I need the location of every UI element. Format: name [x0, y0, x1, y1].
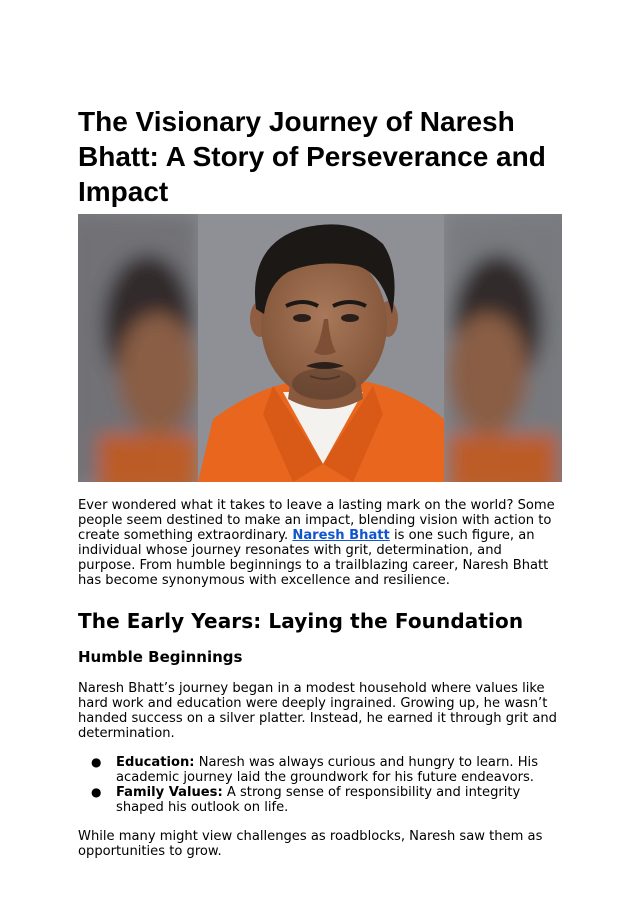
closing-paragraph: While many might view challenges as roadblocks, Naresh saw them as opportunities to grow.: [78, 829, 543, 859]
list-item-education: [91, 755, 562, 785]
list-item-family-values: [91, 785, 562, 815]
bullet-list: [78, 755, 562, 815]
bullet-icon: ●: [91, 755, 102, 769]
subheading-humble-beginnings: Humble Beginnings: [78, 648, 243, 666]
list-item-text: Naresh was always curious and hungry to learn. His academic journey laid the groundwork for his future endeavors.: [116, 755, 539, 785]
hero-image: [78, 214, 562, 482]
intro-text-start: Ever wondered what it takes to leave a lasting mark on the world? Some people seem destined to make an impact, blending vision with action to create something extraordinary.: [78, 498, 555, 543]
naresh-bhatt-link[interactable]: Naresh Bhatt: [292, 528, 390, 543]
bullet-icon: ●: [91, 785, 102, 799]
intro-text-end: is one such figure, an individual whose journey resonates with grit, determination, and purpose. From humble beginnings to a trailblazing career, Naresh Bhatt has become synonymous with excellence and resilience.: [78, 528, 549, 588]
section-heading-early-years: The Early Years: Laying the Foundation: [78, 609, 524, 633]
article-title: The Visionary Journey of Naresh Bhatt: A Story of Perseverance and Impact: [78, 106, 546, 207]
humble-beginnings-paragraph: Naresh Bhatt’s journey began in a modest household where values like hard work and education were deeply ingrained. Growing up, he wasn’t handed success on a silver platter. Instead, he earned it through grit and determination.: [78, 681, 557, 741]
intro-paragraph: [78, 498, 562, 588]
list-item-text: A strong sense of responsibility and integrity shaped his outlook on life.: [116, 785, 521, 815]
list-item-label: Education:: [116, 755, 195, 770]
list-item-label: Family Values:: [116, 785, 223, 800]
portrait-photo: [78, 214, 562, 482]
article: [78, 104, 562, 859]
